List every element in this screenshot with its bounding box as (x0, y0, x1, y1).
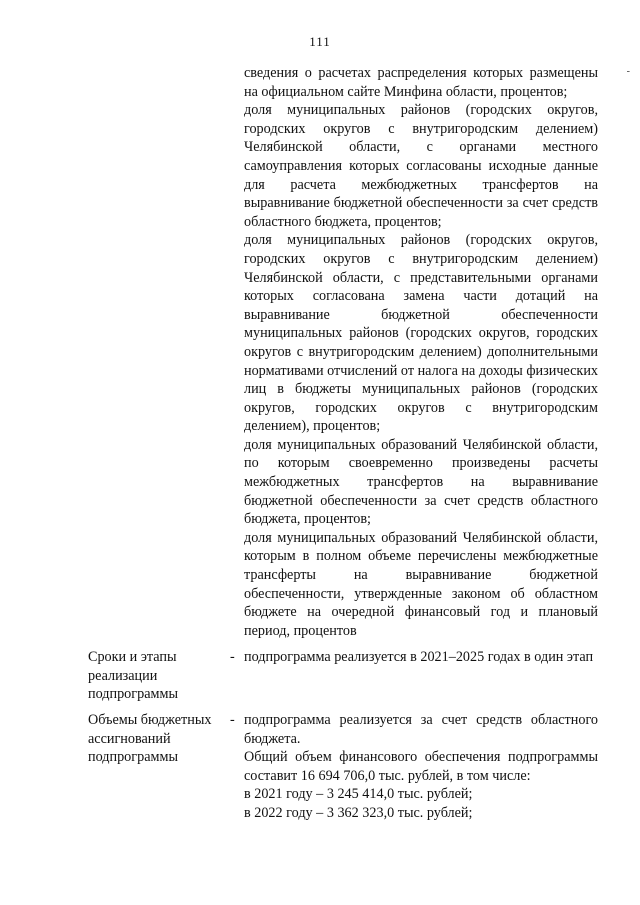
indicator-paragraph: доля муниципальных районов (городских округов, городских округов с внутригородским делением) Челябинской области, с представительными органами которых согласована замена части дотаций на выравнивание бюджетной обеспеченности муниципальных районов (городских округов, городских округов с внутригородским делением) дополнительными нормативами отчислений от налога на доходы физических лиц в бюджеты муниципальных районов (городских округов, городских округов с внутригородским делением), процентов; (244, 232, 599, 435)
indicator-paragraph: доля муниципальных образований Челябинской области, которым в полном объеме перечислены межбюджетные трансферты на выравнивание бюджетной обеспеченности, утвержденные законом об областном бюджете на очередной финансовый год и плановый период, процентов (244, 529, 598, 639)
funding-year-line: в 2022 году – 3 362 323,0 тыс. рублей; (244, 804, 473, 821)
row-text-terms (244, 648, 598, 667)
row-dash: - (230, 712, 235, 728)
indicators-block (244, 64, 598, 640)
indicator-paragraph: доля муниципальных районов (городских округов, городских округов с внутригородским делением) Челябинской области, с органами местного самоуправления которых согласованы исходные данные для расчета межбюджетных трансфертов на выравнивание бюджетной обеспеченности за счет средств областного бюджета, процентов; (244, 102, 598, 230)
funding-year-line: в 2021 году – 3 245 414,0 тыс. рублей; (244, 786, 473, 803)
row-label-terms: Сроки и этапы реализации подпрограммы (88, 649, 178, 703)
row-label-funding: Объемы бюджетных ассигнований подпрограммы (88, 712, 212, 766)
row-text-funding (244, 711, 598, 823)
indicator-paragraph: доля муниципальных образований Челябинской области, по которым своевременно произведены расчеты межбюджетных трансфертов на выравнивание бюджетной обеспеченности за счет средств областного бюджета, процентов; (244, 436, 598, 528)
indicator-paragraph: сведения о расчетах распределения которых размещены на официальном сайте Минфина области, процентов; (244, 65, 598, 100)
terms-paragraph: подпрограмма реализуется в 2021–2025 годах в один этап (244, 649, 594, 665)
row-dash: - (230, 649, 235, 665)
edge-mark: - (626, 66, 630, 77)
funding-paragraph: Общий объем финансового обеспечения подпрограммы составит 16 694 706,0 тыс. рублей, в том числе: (244, 749, 598, 784)
page-number: 111 (309, 34, 331, 49)
funding-paragraph: подпрограмма реализуется за счет средств областного бюджета. (244, 712, 598, 747)
